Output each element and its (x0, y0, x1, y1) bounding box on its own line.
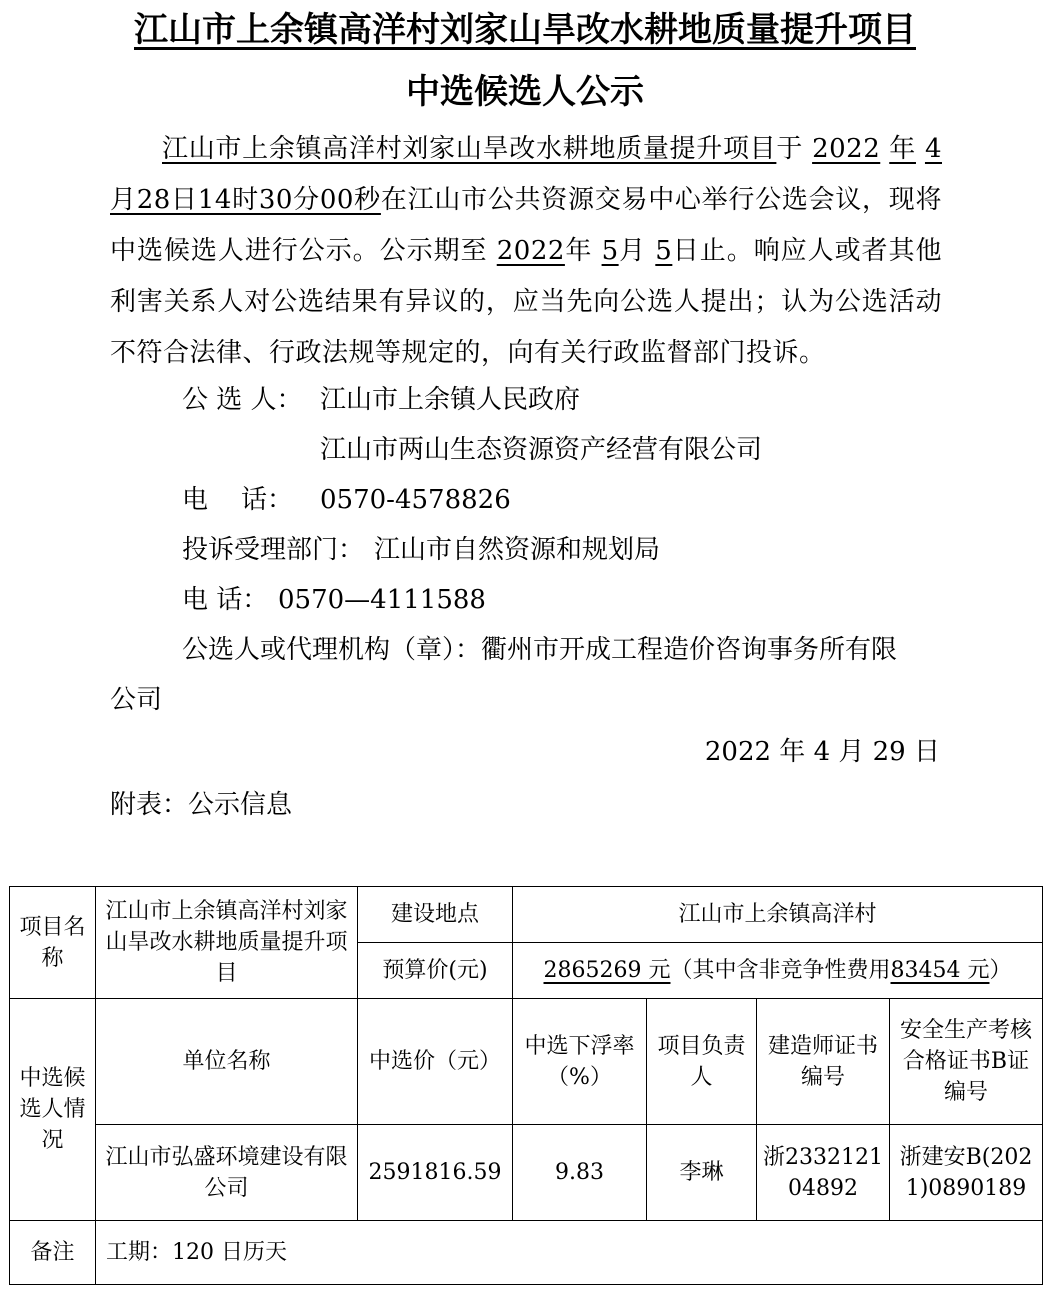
text-objection: 日止。响应人或者其他利害关系人对公选结果有异议的，应当先向公选人提出；认为公选活动不符合法律、行政法规等规定的，向有关行政监督部门投诉。 (110, 236, 942, 368)
phone1-label: 电 话： (182, 485, 294, 515)
budget-amount: 2865269 元 (543, 958, 671, 983)
document-subtitle: 中选候选人公示 (406, 72, 644, 112)
complaint-label: 投诉受理部门： (182, 535, 365, 565)
end-month: 5 (601, 236, 619, 266)
text-at: 于 (776, 134, 804, 164)
budget-cell (513, 943, 1043, 999)
candidate-label: 中选候选人情况 (10, 999, 96, 1221)
text-year-2: 年 (564, 236, 593, 266)
agent-line: 公选人或代理机构（章）：衢州市开成工程造价咨询事务所有限 (182, 635, 898, 665)
end-year: 2022 (496, 236, 565, 266)
phone1: 0570-4578826 (320, 485, 511, 515)
project-name: 江山市上余镇高洋村刘家山旱改水耕地质量提升项目 (162, 134, 777, 164)
selector-1: 江山市上余镇人民政府 (320, 385, 581, 415)
text-year: 年 (889, 134, 916, 164)
header-company: 单位名称 (96, 999, 358, 1125)
agent-line-2: 公司 (110, 685, 163, 715)
row-safety-cert: 浙建安B(2021)0890189 (890, 1125, 1043, 1221)
header-manager: 项目负责人 (647, 999, 757, 1125)
text-month: 月 (618, 236, 647, 266)
remark-label: 备注 (10, 1221, 96, 1285)
header-safety-cert: 安全生产考核合格证书B证编号 (890, 999, 1043, 1125)
selector-label: 公 选 人： (182, 385, 303, 415)
end-day: 5 (655, 236, 673, 266)
meeting-year: 2022 (812, 134, 881, 164)
row-manager: 李琳 (647, 1125, 757, 1221)
row-price: 2591816.59 (358, 1125, 513, 1221)
header-builder-cert: 建造师证书编号 (757, 999, 890, 1125)
budget-end: ） (989, 958, 1012, 983)
attachment-label: 附表：公示信息 (110, 790, 293, 820)
location-label: 建设地点 (358, 887, 513, 943)
meeting-time: 4月28日14时30分00秒 (110, 134, 942, 215)
location-cell: 江山市上余镇高洋村 (513, 887, 1043, 943)
announcement-paragraph (110, 124, 942, 379)
row-discount: 9.83 (513, 1125, 647, 1221)
row-builder-cert: 浙233212104892 (757, 1125, 890, 1221)
budget-mid: （其中含非竞争性费用 (670, 958, 891, 983)
project-name-label: 项目名称 (10, 887, 96, 999)
phone2: 0570—4111588 (278, 585, 486, 615)
phone2-label: 电 话： (182, 585, 269, 615)
selector-2: 江山市两山生态资源资产经营有限公司 (320, 435, 763, 465)
complaint-dept: 江山市自然资源和规划局 (374, 535, 661, 565)
candidate-table (9, 886, 1043, 1285)
remark-cell: 工期：120 日历天 (96, 1221, 1043, 1285)
text-meeting: 在江山市公共资源交易中心举行公选会议，现将中选候选人进行公示。公示期至 (110, 185, 942, 266)
budget-noncompetitive: 83454 元 (890, 958, 990, 983)
header-price: 中选价（元） (358, 999, 513, 1125)
header-discount: 中选下浮率（%） (513, 999, 647, 1125)
announcement-date: 2022 年 4 月 29 日 (704, 737, 940, 767)
project-name-cell: 江山市上余镇高洋村刘家山旱改水耕地质量提升项目 (96, 887, 358, 999)
budget-label: 预算价(元) (358, 943, 513, 999)
document-title: 江山市上余镇高洋村刘家山旱改水耕地质量提升项目 (134, 10, 916, 50)
row-company: 江山市弘盛环境建设有限公司 (96, 1125, 358, 1221)
